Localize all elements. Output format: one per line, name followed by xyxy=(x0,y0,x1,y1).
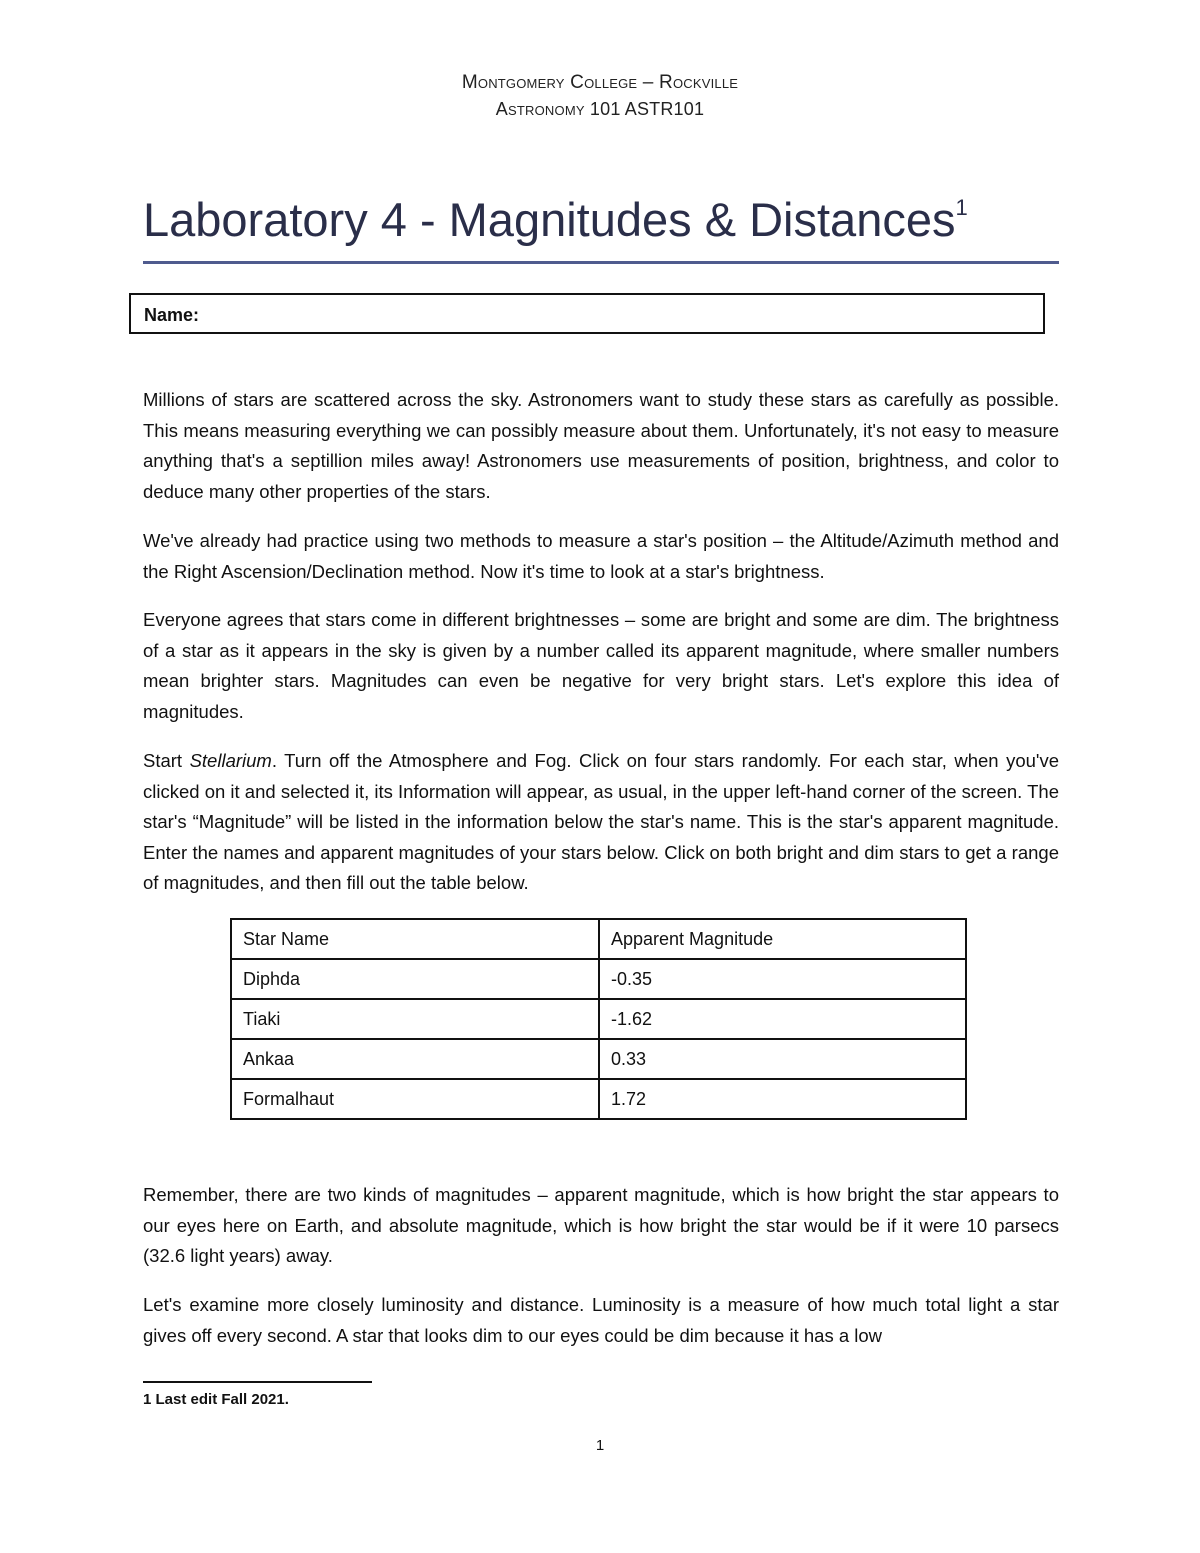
table-header-row xyxy=(231,919,966,959)
header-course: Astronomy 101 ASTR101 xyxy=(495,99,705,119)
star-name-cell[interactable]: Formalhaut xyxy=(231,1079,599,1119)
star-magnitude-table xyxy=(230,918,967,1120)
page-number: 1 xyxy=(595,1437,605,1454)
title-footnote-mark: 1 xyxy=(955,195,968,221)
paragraph-brightness: Everyone agrees that stars come in different brightnesses – some are bright and some are dim. The brightness of a star as it appears in the sky is given by a number called its apparent magnitude, where smaller numbers mean brighter stars. Magnitudes can even be negative for very bright stars. Let's explore this idea of magnitudes. xyxy=(143,609,1059,722)
star-name-cell[interactable]: Tiaki xyxy=(231,999,599,1039)
paragraph-stellarium-instructions xyxy=(143,746,1059,899)
paragraph-luminosity: Let's examine more closely luminosity and distance. Luminosity is a measure of how much total light a star gives off every second. A star that looks dim to our eyes could be dim because it has a low xyxy=(143,1294,1059,1346)
footnote: 1 Last edit Fall 2021. xyxy=(143,1391,289,1408)
title-underline xyxy=(143,261,1059,264)
paragraph-magnitude-kinds: Remember, there are two kinds of magnitudes – apparent magnitude, which is how bright the star appears to our eyes here on Earth, and absolute magnitude, which is how bright the star would be if it were 10 parsecs (32.6 light years) away. xyxy=(143,1184,1059,1266)
table-row xyxy=(231,1079,966,1119)
paragraph-intro: Millions of stars are scattered across the sky. Astronomers want to study these stars as carefully as possible. This means measuring everything we can possibly measure about them. Unfortunately, it's not easy to measure anything that's a septillion miles away! Astronomers use measurements of position, brightness, and color to deduce many other properties of the stars. xyxy=(143,389,1059,502)
star-name-cell[interactable]: Ankaa xyxy=(231,1039,599,1079)
table-row xyxy=(231,999,966,1039)
star-name-cell[interactable]: Diphda xyxy=(231,959,599,999)
magnitude-cell[interactable]: 1.72 xyxy=(599,1079,966,1119)
magnitude-cell[interactable]: 0.33 xyxy=(599,1039,966,1079)
name-field[interactable] xyxy=(129,293,1045,334)
magnitude-cell[interactable]: -0.35 xyxy=(599,959,966,999)
table-row xyxy=(231,1039,966,1079)
paragraph-position-methods: We've already had practice using two methods to measure a star's position – the Altitude/Azimuth method and the Right Ascension/Declination method. Now it's time to look at a star's brightness. xyxy=(143,530,1059,582)
stellarium-name: Stellarium xyxy=(189,750,272,771)
header-institution: Montgomery College – Rockville xyxy=(461,72,739,93)
title-text: Laboratory 4 - Magnitudes & Distances xyxy=(143,193,956,246)
name-label: Name: xyxy=(144,305,200,325)
p4-rest: . Turn off the Atmosphere and Fog. Click on four stars randomly. For each star, when you've clicked on it and selected it, its Information will appear, as usual, in the upper left-hand corner of the screen. The star's “Magnitude” will be listed in the information below the star's name. This is the star's apparent magnitude. Enter the names and apparent magnitudes of your stars below. Click on both bright and dim stars to get a range of magnitudes, and then fill out the table below. xyxy=(143,750,1059,893)
header-apparent-magnitude: Apparent Magnitude xyxy=(599,919,966,959)
header-star-name: Star Name xyxy=(231,919,599,959)
magnitude-cell[interactable]: -1.62 xyxy=(599,999,966,1039)
p4-start: Start xyxy=(143,750,190,771)
footnote-separator xyxy=(143,1381,372,1383)
table-row xyxy=(231,959,966,999)
page-title xyxy=(143,192,968,247)
